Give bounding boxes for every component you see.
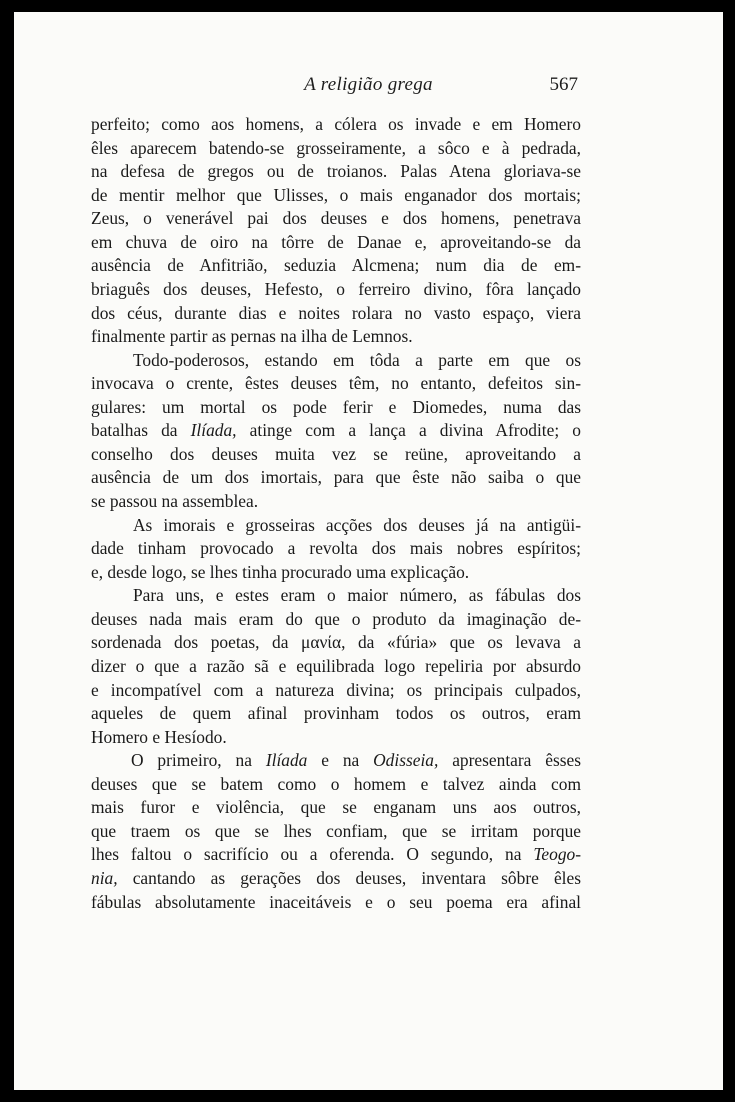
running-title: A religião grega	[304, 74, 433, 95]
body-text	[91, 113, 581, 914]
italic-title: nia,	[91, 868, 118, 888]
text-line: As imorais e grosseiras acções dos deuses já na antigüi-	[133, 514, 581, 535]
book-page	[14, 12, 723, 1090]
text-run: O primeiro, na	[131, 750, 266, 771]
text-line	[91, 867, 581, 891]
italic-title: Teogo-	[533, 844, 581, 865]
text-run: batalhas da	[91, 420, 191, 441]
text-line: invocava o crente, êstes deuses têm, no entanto, defeitos sin-	[91, 373, 581, 394]
text-line: de mentir melhor que Ulisses, o mais enganador dos mortais;	[91, 184, 581, 205]
text-line: êles aparecem batendo-se grosseiramente, a sôco e à pedrada,	[91, 137, 581, 158]
italic-title: Odisseia,	[373, 750, 439, 771]
text-run: atinge com a lança a divina Afrodite; o	[236, 420, 581, 441]
text-line: aqueles de quem afinal provinham todos os outros, eram	[91, 703, 581, 724]
text-line: briaguês dos deuses, Hefesto, o ferreiro divino, fôra lançado	[91, 278, 581, 299]
text-line: que traem os que se lhes confiam, que se irritam porque	[91, 820, 581, 841]
text-line: dizer o que a razão sã e equilibrada logo repeliria por absurdo	[91, 655, 581, 676]
text-line: e incompatível com a natureza divina; os principais culpados,	[91, 679, 581, 700]
text-line: sordenada dos poetas, da μανία, da «fúria» que os levava a	[91, 632, 581, 653]
text-line	[91, 419, 581, 443]
text-line: finalmente partir as pernas na ilha de Lemnos.	[91, 326, 413, 347]
text-line: deuses que se batem como o homem e talvez ainda com	[91, 773, 581, 794]
text-line: gulares: um mortal os pode ferir e Diomedes, numa das	[91, 396, 581, 417]
text-line: conselho dos deuses muita vez se reüne, aproveitando a	[91, 443, 581, 464]
page-number: 567	[549, 74, 578, 95]
text-line: e, desde logo, se lhes tinha procurado uma explicação.	[91, 561, 470, 582]
text-line: Todo-poderosos, estando em tôda a parte em que os	[133, 349, 581, 370]
text-line: Homero e Hesíodo.	[91, 726, 227, 747]
text-line: fábulas absolutamente inaceitáveis e o seu poema era afinal	[91, 891, 581, 912]
text-line: Zeus, o venerável pai dos deuses e dos homens, penetrava	[91, 208, 581, 229]
text-run: lhes faltou o sacrifício ou a oferenda. O segundo, na	[91, 844, 534, 865]
text-run: apresentara êsses	[438, 750, 581, 771]
text-line: perfeito; como aos homens, a cólera os invade e em Homero	[91, 114, 581, 134]
text-line	[91, 749, 581, 773]
text-run: e na	[307, 750, 374, 771]
text-line: ausência de um dos imortais, para que êste não saiba o que	[91, 467, 581, 488]
text-line: Para uns, e estes eram o maior número, as fábulas dos	[133, 585, 581, 606]
text-line	[91, 843, 581, 867]
text-line: ausência de Anfitrião, seduzia Alcmena; num dia de em-	[91, 255, 581, 276]
text-line: em chuva de oiro na tôrre de Danae e, aproveitando-se da	[91, 231, 581, 252]
text-line: dade tinham provocado a revolta dos mais nobres espíritos;	[91, 538, 581, 559]
text-line: na defesa de gregos ou de troianos. Palas Atena gloriava-se	[91, 161, 581, 182]
text-run: cantando as gerações dos deuses, inventara sôbre êles	[117, 868, 581, 888]
text-line: se passou na assemblea.	[91, 491, 259, 511]
text-line: deuses nada mais eram do que o produto da imaginação de-	[91, 608, 581, 629]
italic-title: Ilíada,	[190, 420, 237, 441]
italic-title: Ilíada	[265, 750, 308, 771]
text-line: dos céus, durante dias e noites rolara no vasto espaço, viera	[91, 302, 581, 323]
text-line: mais furor e violência, que se enganam uns aos outros,	[91, 797, 581, 818]
page-header	[14, 74, 723, 104]
